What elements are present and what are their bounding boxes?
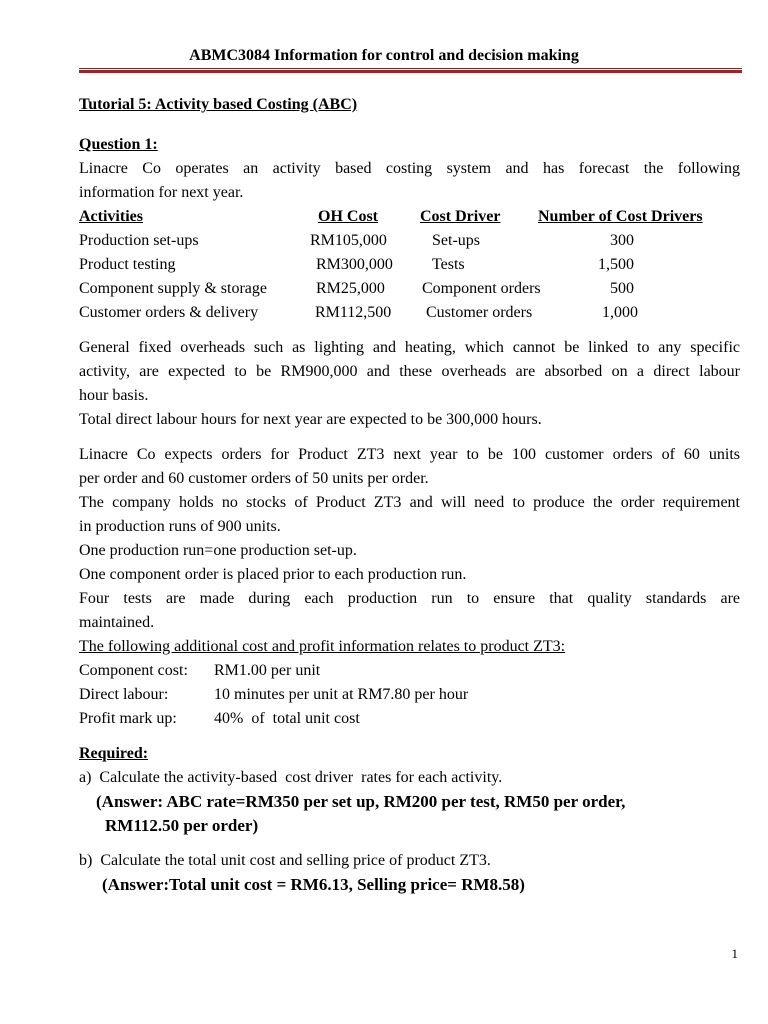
cost-value: 40% of total unit cost bbox=[214, 710, 360, 727]
page-number: 1 bbox=[731, 946, 738, 961]
component-order-line: One component order is placed prior to each production run. bbox=[79, 566, 467, 583]
cost-driver-cell: Component orders bbox=[422, 280, 541, 297]
zt3-orders-line1: Linacre Co expects orders for Product ZT3 next year to be 100 customer orders of 60 units bbox=[79, 446, 740, 463]
driver-count-cell: 300 bbox=[610, 232, 634, 249]
cost-value: RM1.00 per unit bbox=[214, 662, 321, 679]
general-overheads-line1: General fixed overheads such as lighting and heating, which cannot be linked to any specific bbox=[79, 339, 740, 356]
oh-cost-cell: RM25,000 bbox=[316, 280, 385, 297]
activities-table bbox=[79, 205, 740, 325]
document-header-title: ABMC3084 Information for control and decision making bbox=[189, 47, 579, 64]
zt3-orders-line2: per order and 60 customer orders of 50 units per order. bbox=[79, 470, 429, 487]
production-run-line: One production run=one production set-up. bbox=[79, 542, 357, 559]
table-row bbox=[79, 301, 740, 325]
column-header-cost-driver: Cost Driver bbox=[420, 208, 501, 225]
header-rule-thick bbox=[79, 70, 742, 73]
activity-cell: Production set-ups bbox=[79, 232, 199, 249]
list-item bbox=[79, 659, 740, 683]
table-row bbox=[79, 229, 740, 253]
tests-line2: maintained. bbox=[79, 614, 155, 631]
driver-count-cell: 1,500 bbox=[598, 256, 634, 273]
list-item bbox=[79, 683, 740, 707]
labour-hours-text: Total direct labour hours for next year are expected to be 300,000 hours. bbox=[79, 411, 542, 428]
header-rule-thin bbox=[79, 68, 742, 69]
required-heading: Required: bbox=[79, 745, 149, 762]
column-header-activities: Activities bbox=[79, 208, 143, 225]
column-header-number-of-cost-drivers: Number of Cost Drivers bbox=[538, 208, 703, 225]
table-row bbox=[79, 253, 740, 277]
oh-cost-cell: RM300,000 bbox=[316, 256, 393, 273]
cost-label: Component cost: bbox=[79, 662, 188, 679]
oh-cost-cell: RM105,000 bbox=[310, 232, 387, 249]
tutorial-title: Tutorial 5: Activity based Costing (ABC) bbox=[79, 96, 358, 113]
required-b-answer: (Answer:Total unit cost = RM6.13, Selling price= RM8.58) bbox=[102, 875, 525, 894]
list-item bbox=[79, 707, 740, 731]
general-overheads-line2: activity, are expected to be RM900,000 and these overheads are absorbed on a direct labour bbox=[79, 363, 740, 380]
cost-driver-cell: Tests bbox=[432, 256, 465, 273]
stock-line1: The company holds no stocks of Product ZT3 and will need to produce the order requirement bbox=[79, 494, 740, 511]
tests-line1: Four tests are made during each production run to ensure that quality standards are bbox=[79, 590, 740, 607]
required-a-answer-line2: RM112.50 per order) bbox=[105, 816, 259, 835]
activities-table-header bbox=[79, 205, 740, 229]
general-overheads-line3: hour basis. bbox=[79, 387, 149, 404]
cost-driver-cell: Customer orders bbox=[426, 304, 533, 321]
stock-line2: in production runs of 900 units. bbox=[79, 518, 281, 535]
additional-info-heading: The following additional cost and profit information relates to product ZT3: bbox=[79, 638, 566, 655]
activity-cell: Product testing bbox=[79, 256, 176, 273]
required-a-text: a) Calculate the activity-based cost driver rates for each activity. bbox=[79, 769, 503, 786]
table-row bbox=[79, 277, 740, 301]
cost-info-list bbox=[79, 659, 740, 731]
question-intro-line1: Linacre Co operates an activity based costing system and has forecast the following bbox=[79, 160, 740, 177]
column-header-oh-cost: OH Cost bbox=[318, 208, 378, 225]
activity-cell: Customer orders & delivery bbox=[79, 304, 259, 321]
oh-cost-cell: RM112,500 bbox=[315, 304, 392, 321]
question-heading: Question 1: bbox=[79, 136, 158, 153]
required-a-answer-line1: (Answer: ABC rate=RM350 per set up, RM200 per test, RM50 per order, bbox=[96, 792, 626, 811]
driver-count-cell: 1,000 bbox=[602, 304, 638, 321]
driver-count-cell: 500 bbox=[610, 280, 634, 297]
cost-value: 10 minutes per unit at RM7.80 per hour bbox=[214, 686, 469, 703]
activity-cell: Component supply & storage bbox=[79, 280, 267, 297]
cost-label: Direct labour: bbox=[79, 686, 169, 703]
cost-driver-cell: Set-ups bbox=[432, 232, 480, 249]
required-b-text: b) Calculate the total unit cost and selling price of product ZT3. bbox=[79, 852, 491, 869]
cost-label: Profit mark up: bbox=[79, 710, 177, 727]
question-intro-line2: information for next year. bbox=[79, 184, 244, 201]
document-body bbox=[79, 93, 740, 897]
